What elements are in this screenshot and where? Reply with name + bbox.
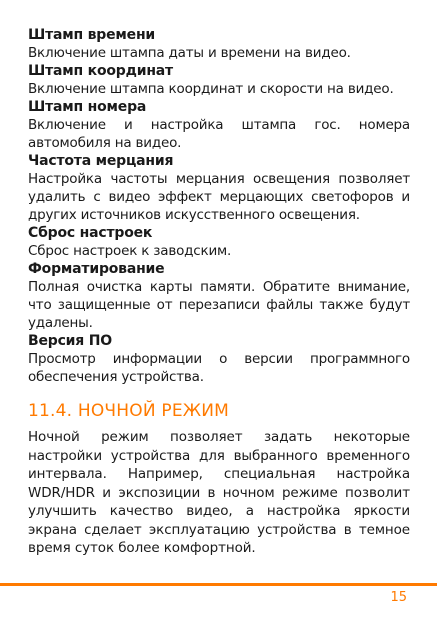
desc-coordinates-stamp: Включение штампа координат и скорости на видео.	[28, 81, 394, 97]
desc-flicker-frequency: Настройка частоты мерцания освещения позволяет удалить с видео эффект мерцающих светофоров и других источников искусственного освещения.	[28, 171, 410, 223]
desc-plate-stamp: Включение и настройка штампа гос. номера автомобиля на видео.	[28, 117, 410, 151]
term-plate-stamp: Штамп номера	[28, 99, 147, 115]
page-number: 15	[390, 590, 407, 605]
desc-formatting: Полная очистка карты памяти. Обратите внимание, что защищенные от перезаписи файлы также будут удалены.	[28, 279, 410, 331]
term-timestamp: Штамп времени	[28, 27, 156, 43]
section-body: Ночной режим позволяет задать некоторые настройки устройства для выбранного временного интервала. Например, специальная настройка WDR/HDR и экспозиции в ночном режиме позволит улучшить качество видео, а настройка яркости экрана сделает эксплуатацию устройства в темное время суток более комфортной.	[28, 429, 410, 556]
desc-reset-settings: Сброс настроек к заводским.	[28, 243, 232, 259]
desc-firmware-version: Просмотр информации о версии программного обеспечения устройства.	[28, 351, 410, 385]
term-reset-settings: Сброс настроек	[28, 225, 153, 241]
term-formatting: Форматирование	[28, 261, 165, 277]
term-firmware-version: Версия ПО	[28, 333, 112, 349]
desc-timestamp: Включение штампа даты и времени на видео.	[28, 45, 351, 61]
term-flicker-frequency: Частота мерцания	[28, 153, 174, 169]
section-heading: 11.4. НОЧНОЙ РЕЖИМ	[28, 401, 230, 421]
manual-content	[28, 26, 410, 558]
term-coordinates-stamp: Штамп координат	[28, 63, 173, 79]
footer-divider	[0, 583, 437, 586]
